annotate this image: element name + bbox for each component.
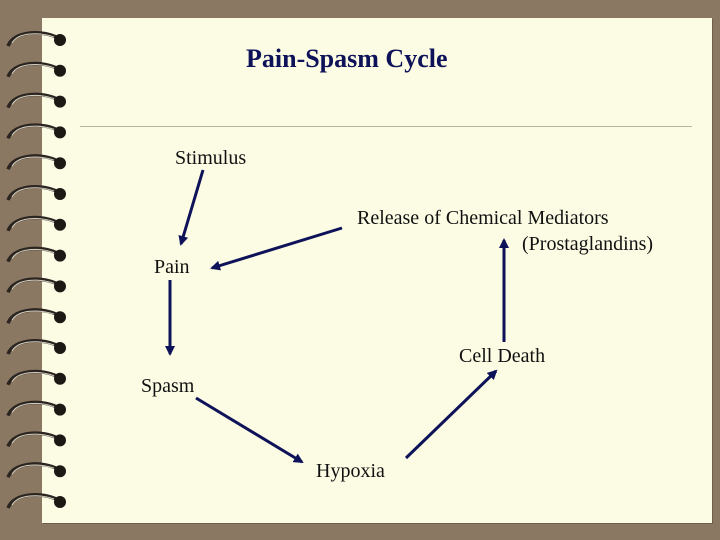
page-title: Pain-Spasm Cycle (246, 44, 448, 73)
arrow-spasm-to-hypoxia (196, 398, 302, 462)
arrow-stimulus-to-pain (181, 170, 203, 244)
node-stimulus: Stimulus (175, 147, 247, 169)
arrow-release-to-pain (212, 228, 342, 268)
node-cell-death: Cell Death (459, 345, 546, 367)
node-pain: Pain (154, 256, 190, 278)
node-spasm: Spasm (141, 375, 195, 397)
arrow-hypoxia-to-celldeath (406, 371, 496, 458)
node-hypoxia: Hypoxia (316, 460, 385, 482)
node-release-sub: (Prostaglandins) (522, 233, 654, 255)
node-release: Release of Chemical Mediators (357, 207, 609, 229)
